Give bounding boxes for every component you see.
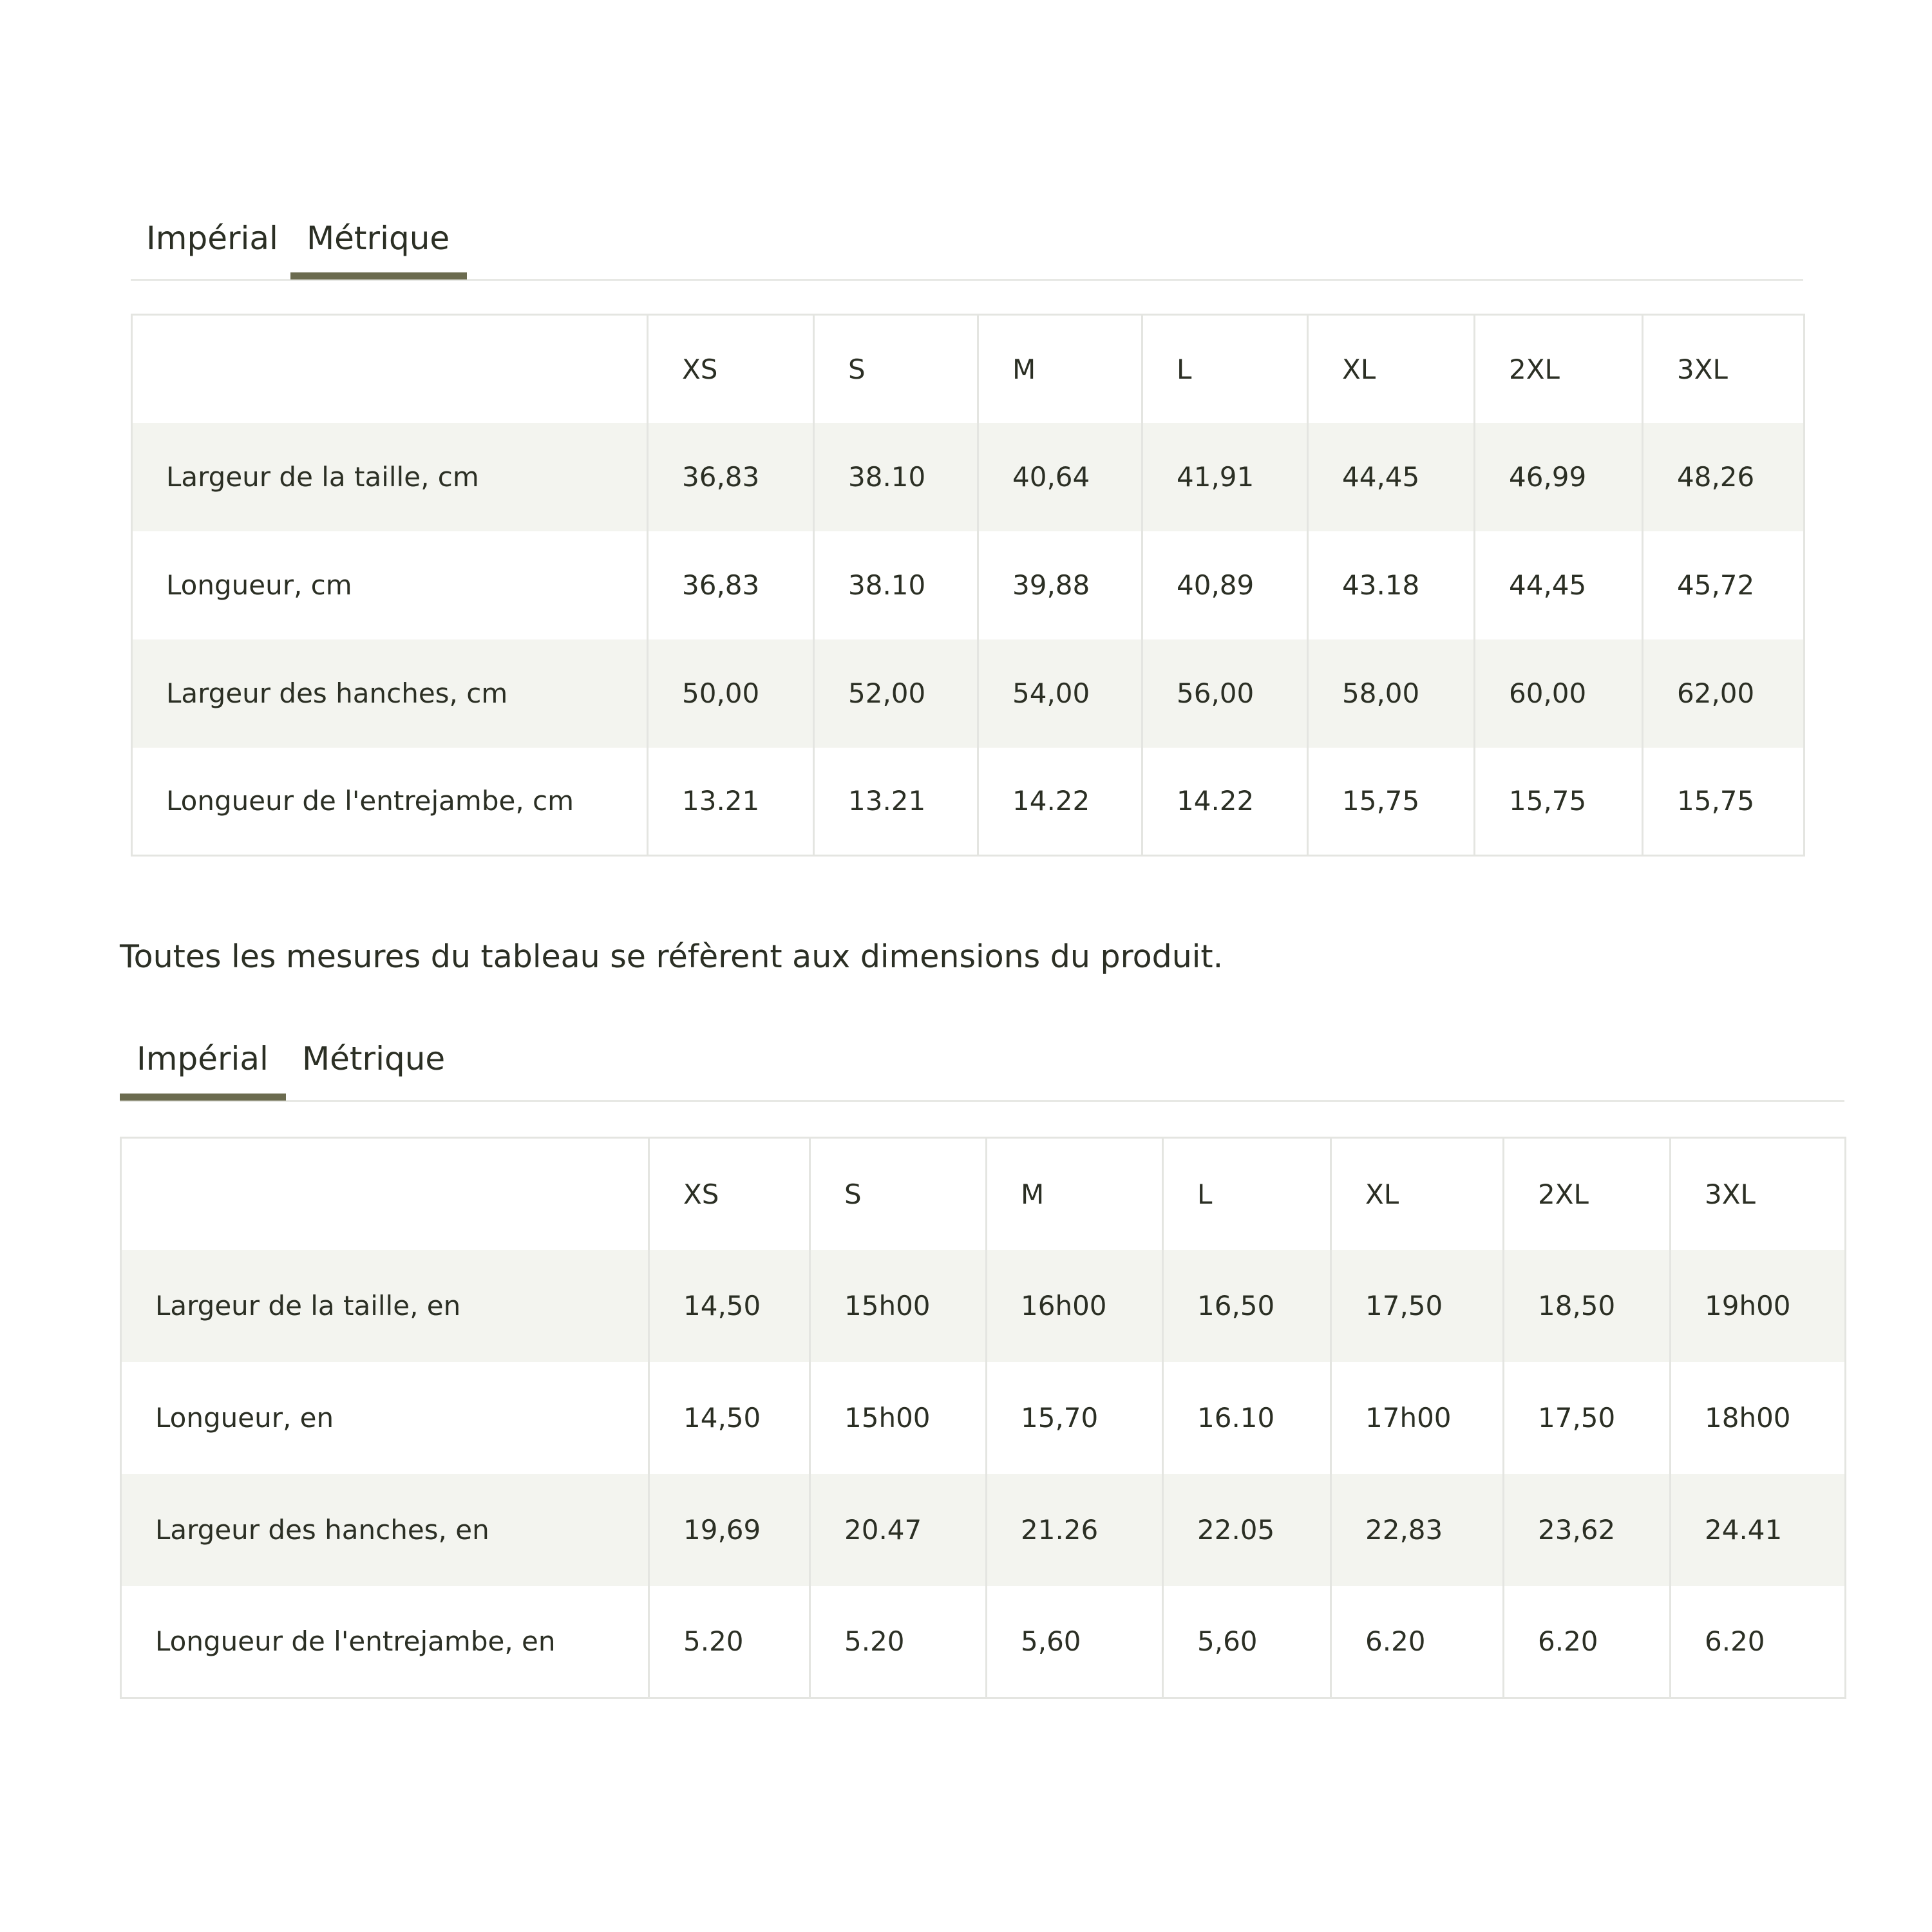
- table-cell: 62,00: [1643, 639, 1804, 748]
- row-label: Longueur, cm: [132, 531, 648, 639]
- table-cell: 56,00: [1142, 639, 1308, 748]
- table-cell: 15,75: [1643, 748, 1804, 856]
- table-row: [121, 1474, 1846, 1586]
- table-cell: 14,50: [649, 1250, 810, 1362]
- table-cell: 5,60: [1163, 1586, 1331, 1698]
- table-cell: 40,89: [1142, 531, 1308, 639]
- size-table-imperial: [120, 1137, 1846, 1699]
- table-cell: 18h00: [1671, 1362, 1846, 1474]
- table-cell: 22,83: [1331, 1474, 1504, 1586]
- table-cell: 15,75: [1475, 748, 1643, 856]
- table-cell: 16.10: [1163, 1362, 1331, 1474]
- size-header: L: [1163, 1138, 1331, 1250]
- table-cell: 43.18: [1308, 531, 1475, 639]
- size-header: XL: [1331, 1138, 1504, 1250]
- table-cell: 6.20: [1671, 1586, 1846, 1698]
- header-corner: [121, 1138, 649, 1250]
- table-cell: 18,50: [1504, 1250, 1671, 1362]
- row-label: Largeur des hanches, cm: [132, 639, 648, 748]
- tab-metric[interactable]: Métrique: [302, 1040, 446, 1077]
- table-cell: 54,00: [978, 639, 1142, 748]
- row-label: Longueur de l'entrejambe, en: [121, 1586, 649, 1698]
- table-cell: 16,50: [1163, 1250, 1331, 1362]
- active-tab-indicator: [290, 272, 467, 279]
- table-cell: 13.21: [648, 748, 814, 856]
- size-header: M: [978, 315, 1142, 423]
- size-header: M: [987, 1138, 1163, 1250]
- table-header-row: [132, 315, 1804, 423]
- size-table-metric: [131, 314, 1805, 857]
- table-row: [132, 423, 1804, 531]
- table-cell: 5.20: [649, 1586, 810, 1698]
- size-header: L: [1142, 315, 1308, 423]
- table-cell: 19h00: [1671, 1250, 1846, 1362]
- table-cell: 14.22: [978, 748, 1142, 856]
- table-row: [132, 531, 1804, 639]
- size-header: XS: [648, 315, 814, 423]
- table-row: [121, 1250, 1846, 1362]
- tab-imperial[interactable]: Impérial: [137, 1040, 269, 1077]
- table-cell: 5,60: [987, 1586, 1163, 1698]
- table-cell: 46,99: [1475, 423, 1643, 531]
- size-header: 2XL: [1475, 315, 1643, 423]
- table-cell: 5.20: [810, 1586, 987, 1698]
- header-corner: [132, 315, 648, 423]
- tab-divider: [120, 1100, 1844, 1102]
- table-cell: 23,62: [1504, 1474, 1671, 1586]
- table-cell: 6.20: [1504, 1586, 1671, 1698]
- table-cell: 60,00: [1475, 639, 1643, 748]
- size-header: 2XL: [1504, 1138, 1671, 1250]
- table-cell: 24.41: [1671, 1474, 1846, 1586]
- table-cell: 58,00: [1308, 639, 1475, 748]
- table-header-row: [121, 1138, 1846, 1250]
- size-header: XS: [649, 1138, 810, 1250]
- table-cell: 20.47: [810, 1474, 987, 1586]
- table-cell: 13.21: [814, 748, 978, 856]
- table-cell: 36,83: [648, 423, 814, 531]
- table-cell: 39,88: [978, 531, 1142, 639]
- table-cell: 15,70: [987, 1362, 1163, 1474]
- row-label: Longueur, en: [121, 1362, 649, 1474]
- table-cell: 50,00: [648, 639, 814, 748]
- table-cell: 17h00: [1331, 1362, 1504, 1474]
- table-cell: 38.10: [814, 531, 978, 639]
- table-cell: 36,83: [648, 531, 814, 639]
- size-header: 3XL: [1643, 315, 1804, 423]
- active-tab-indicator: [120, 1094, 286, 1101]
- table-cell: 44,45: [1308, 423, 1475, 531]
- table-cell: 15h00: [810, 1362, 987, 1474]
- measurement-note: Toutes les mesures du tableau se réfèrent aux dimensions du produit.: [120, 938, 1224, 975]
- table-cell: 14,50: [649, 1362, 810, 1474]
- size-header: S: [814, 315, 978, 423]
- table-cell: 16h00: [987, 1250, 1163, 1362]
- table-cell: 17,50: [1504, 1362, 1671, 1474]
- tab-metric[interactable]: Métrique: [307, 220, 450, 257]
- row-label: Largeur de la taille, en: [121, 1250, 649, 1362]
- row-label: Largeur de la taille, cm: [132, 423, 648, 531]
- table-cell: 17,50: [1331, 1250, 1504, 1362]
- row-label: Longueur de l'entrejambe, cm: [132, 748, 648, 856]
- table-cell: 52,00: [814, 639, 978, 748]
- table-cell: 15,75: [1308, 748, 1475, 856]
- table-cell: 44,45: [1475, 531, 1643, 639]
- table-cell: 45,72: [1643, 531, 1804, 639]
- row-label: Largeur des hanches, en: [121, 1474, 649, 1586]
- size-header: S: [810, 1138, 987, 1250]
- table-cell: 40,64: [978, 423, 1142, 531]
- table-cell: 15h00: [810, 1250, 987, 1362]
- table-cell: 41,91: [1142, 423, 1308, 531]
- table-cell: 22.05: [1163, 1474, 1331, 1586]
- table-row: [121, 1586, 1846, 1698]
- size-header: 3XL: [1671, 1138, 1846, 1250]
- tab-imperial[interactable]: Impérial: [146, 220, 278, 257]
- table-row: [121, 1362, 1846, 1474]
- table-cell: 38.10: [814, 423, 978, 531]
- table-row: [132, 748, 1804, 856]
- table-cell: 21.26: [987, 1474, 1163, 1586]
- table-cell: 19,69: [649, 1474, 810, 1586]
- table-cell: 14.22: [1142, 748, 1308, 856]
- table-cell: 48,26: [1643, 423, 1804, 531]
- table-cell: 6.20: [1331, 1586, 1504, 1698]
- table-row: [132, 639, 1804, 748]
- size-header: XL: [1308, 315, 1475, 423]
